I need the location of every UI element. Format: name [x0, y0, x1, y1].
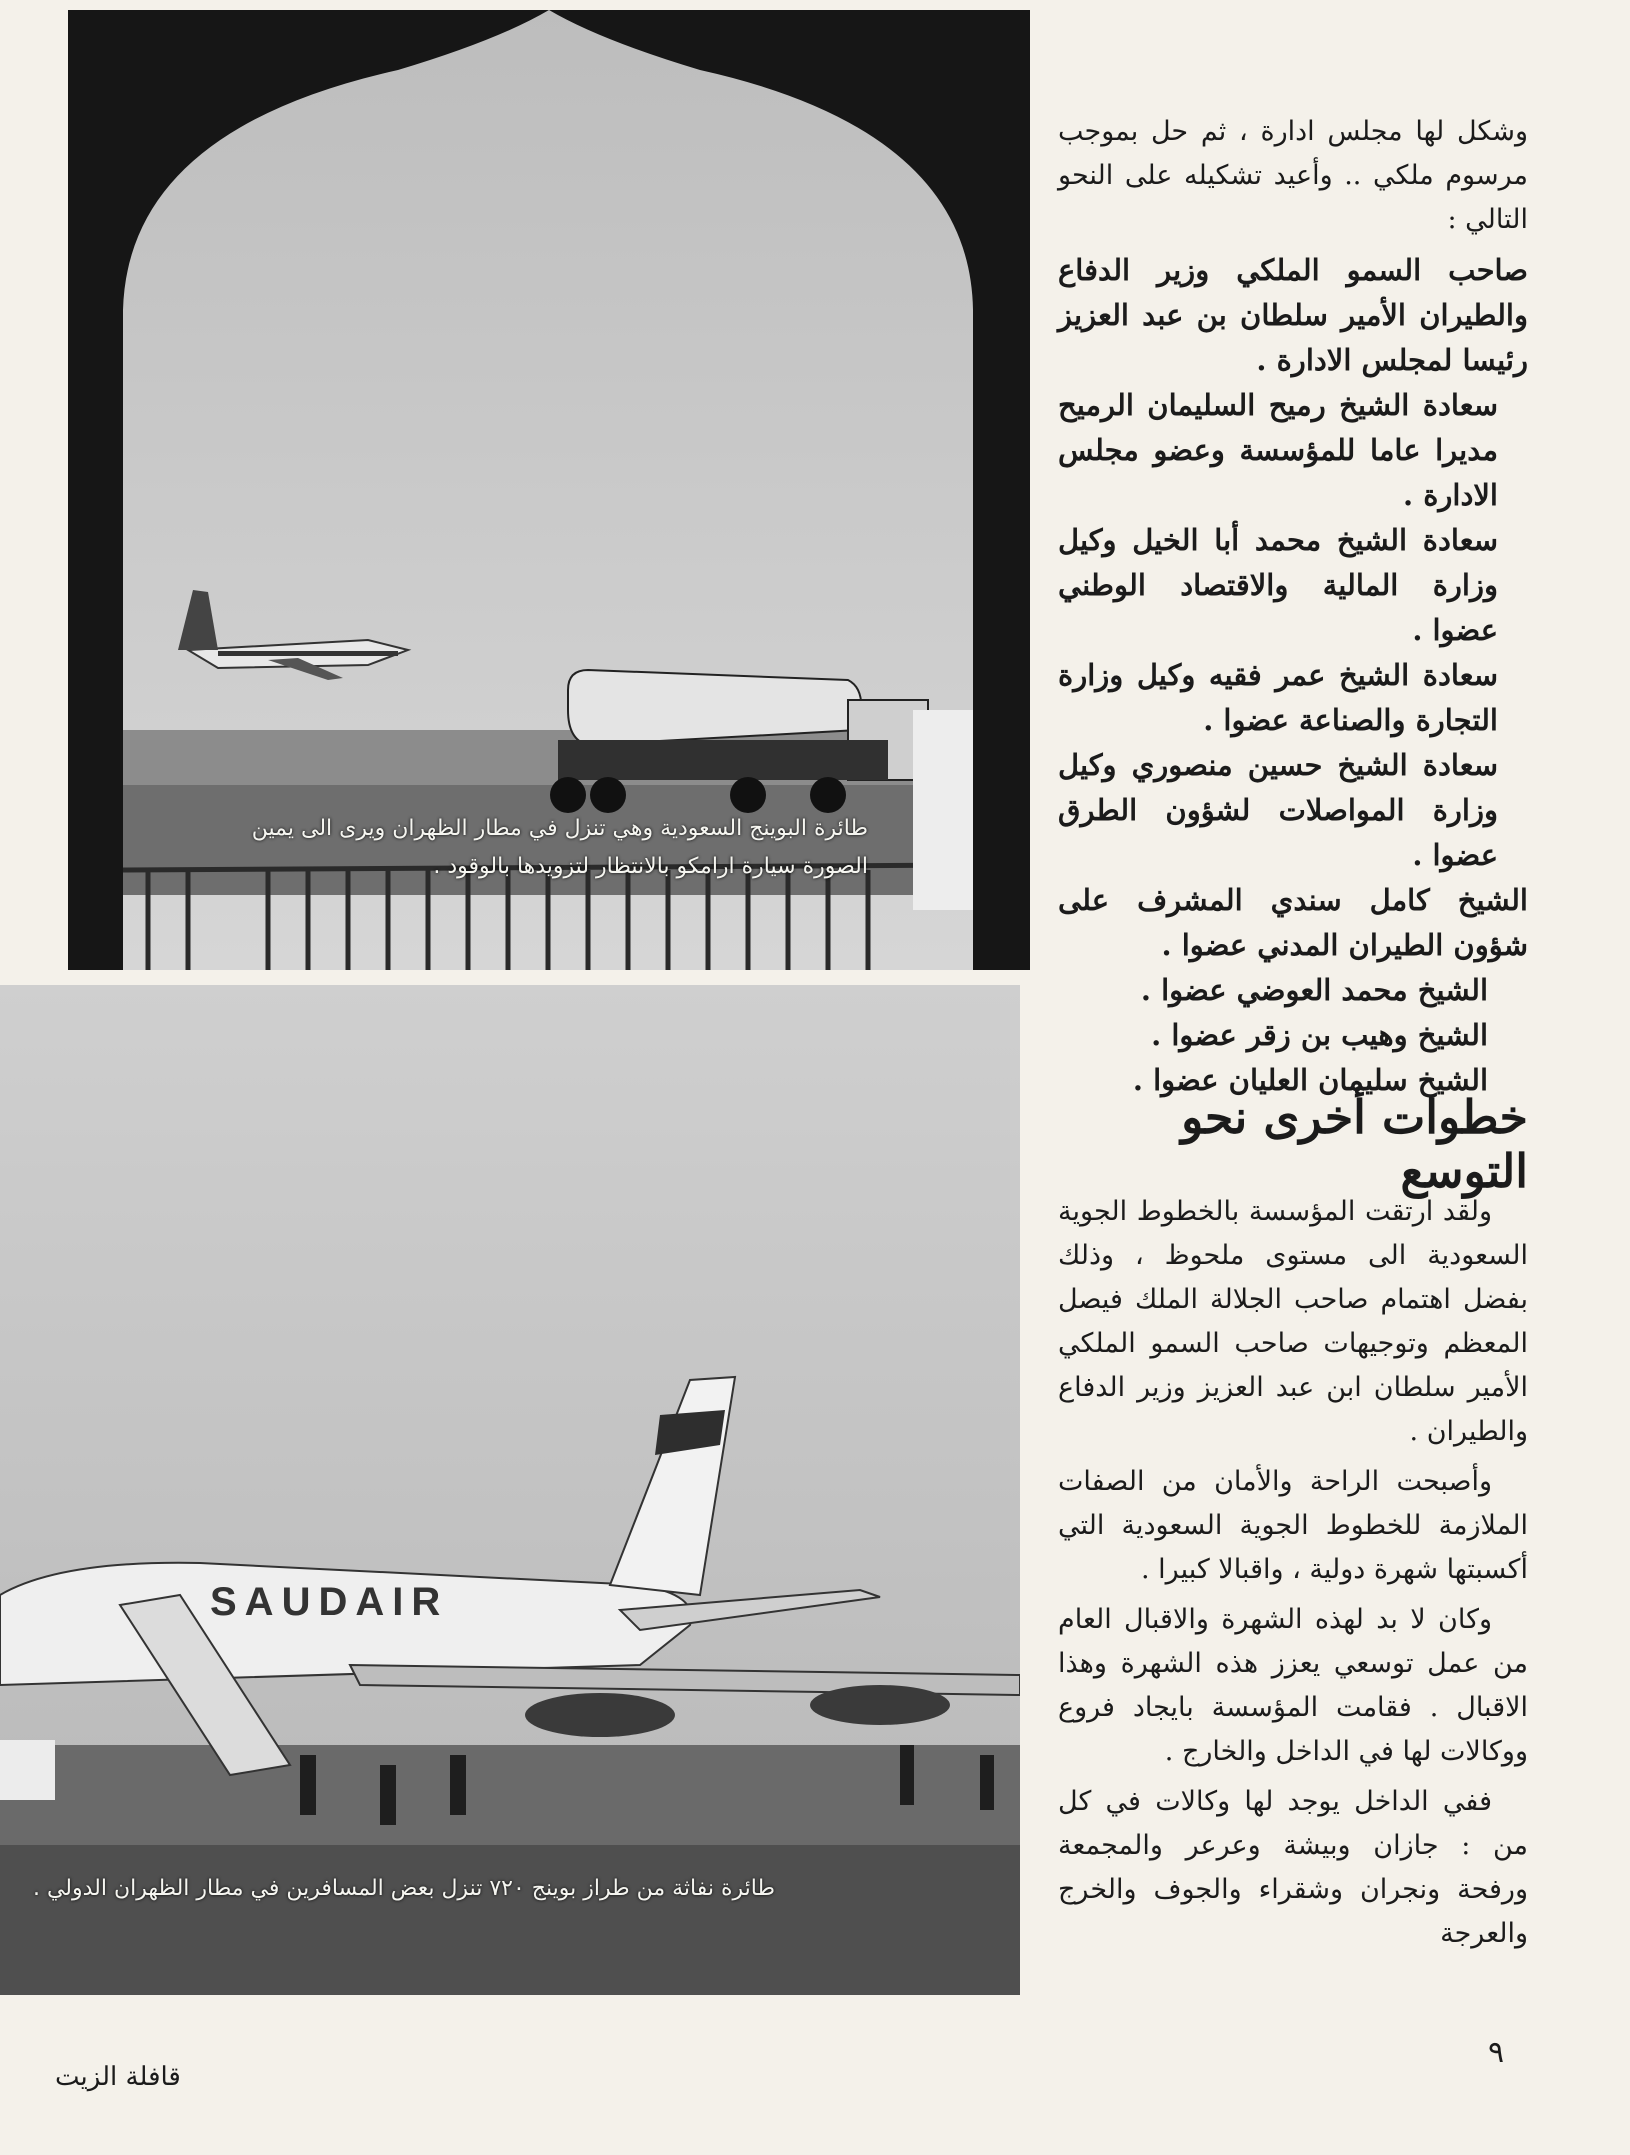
page-number: ٩ — [1488, 2035, 1505, 2070]
paragraph-2: وأصبحت الراحة والأمان من الصفات الملازمة للخطوط الجوية السعودية التي أكسبتها شهرة دولية ، واقبالا كبيرا . — [1058, 1466, 1528, 1585]
board-member-8: الشيخ وهيب بن زقر عضوا . — [1151, 1018, 1488, 1052]
board-member-9: الشيخ سليمان العليان عضوا . — [1132, 1063, 1488, 1097]
column-bottom — [1058, 1190, 1528, 1962]
board-member-2: سعادة الشيخ رميح السليمان الرميح مديرا عاما للمؤسسة وعضو مجلس الادارة . — [1058, 388, 1498, 512]
photo-top-caption — [188, 810, 868, 886]
photo-bottom — [0, 985, 1020, 1995]
board-member-6: الشيخ كامل سندي المشرف على شؤون الطيران المدني عضوا . — [1058, 883, 1528, 962]
paragraph-4: ففي الداخل يوجد لها وكالات في كل من : جازان وبيشة وعرعر والمجمعة ورفحة ونجران وشقراء والجوف والخرج والعرجة — [1058, 1786, 1528, 1949]
photo-bottom-image — [0, 985, 1020, 1995]
photo-top-caption-line2: الصورة سيارة ارامكو بالانتظار لتزويدها بالوقود . — [433, 854, 868, 879]
plane-livery-text: SAUDAIR — [210, 1580, 449, 1624]
column-top — [1058, 110, 1528, 1103]
board-member-7: الشيخ محمد العوضي عضوا . — [1140, 973, 1488, 1007]
footer-publication: قافلة الزيت — [55, 2062, 181, 2092]
photo-bottom-caption: طائرة نفاثة من طراز بوينج ٧٢٠ تنزل بعض المسافرين في مطار الظهران الدولي . — [32, 1876, 775, 1901]
board-member-3: سعادة الشيخ محمد أبا الخيل وكيل وزارة المالية والاقتصاد الوطني عضوا . — [1058, 523, 1498, 647]
photo-top — [68, 10, 1030, 970]
board-member-1: صاحب السمو الملكي وزير الدفاع والطيران الأمير سلطان بن عبد العزيز رئيسا لمجلس الادارة . — [1058, 253, 1528, 377]
board-member-5: سعادة الشيخ حسين منصوري وكيل وزارة المواصلات لشؤون الطرق عضوا . — [1058, 748, 1498, 872]
photo-top-caption-line1: طائرة البوينج السعودية وهي تنزل في مطار الظهران ويرى الى يمين — [251, 816, 868, 841]
paragraph-3: وكان لا بد لهذه الشهرة والاقبال العام من عمل توسعي يعزز هذه الشهرة وهذا الاقبال . فقامت المؤسسة بايجاد فروع ووكالات لها في الداخل والخارج . — [1058, 1604, 1528, 1767]
section-heading: خطوات أخرى نحو التوسع — [1181, 1090, 1528, 1198]
board-intro: وشكل لها مجلس ادارة ، ثم حل بموجب مرسوم ملكي .. وأعيد تشكيله على النحو التالي : — [1058, 116, 1528, 235]
board-member-4: سعادة الشيخ عمر فقيه وكيل وزارة التجارة والصناعة عضوا . — [1058, 658, 1498, 737]
paragraph-1: ولقد ارتقت المؤسسة بالخطوط الجوية السعودية الى مستوى ملحوظ ، وذلك بفضل اهتمام صاحب الجلالة الملك فيصل المعظم وتوجيهات صاحب السمو الملكي الأمير سلطان ابن عبد العزيز وزير الدفاع والطيران . — [1058, 1196, 1528, 1447]
